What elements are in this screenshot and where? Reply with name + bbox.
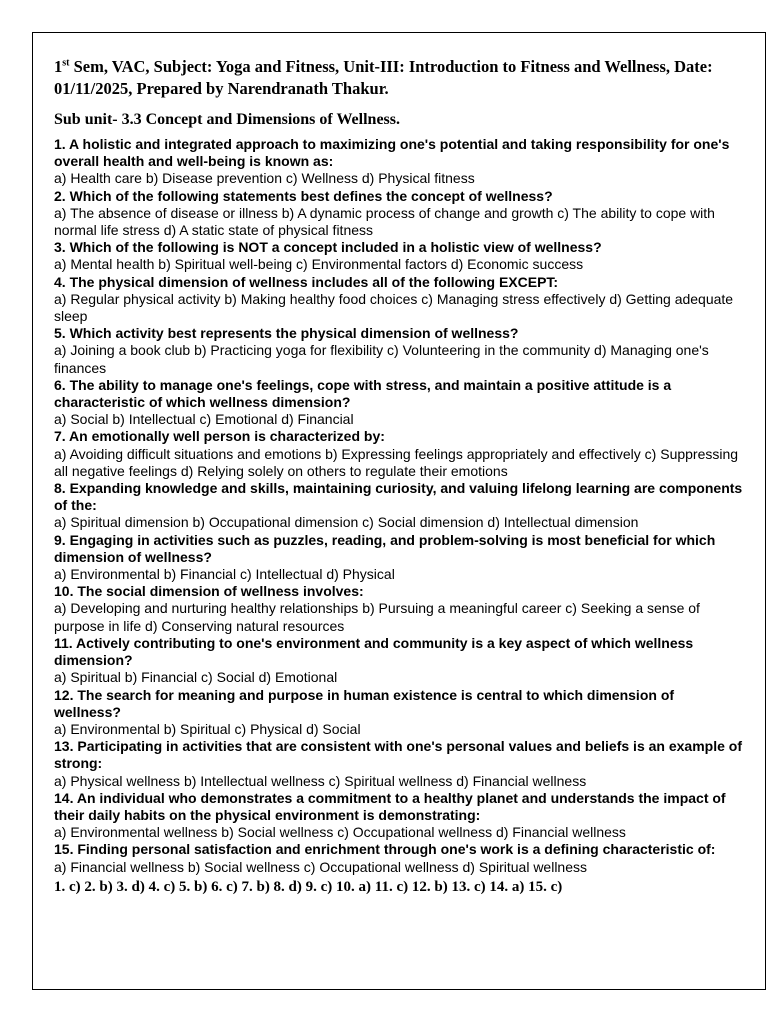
question-text: 2. Which of the following statements best defines the concept of wellness? [54, 187, 553, 204]
question-item [54, 377, 744, 429]
question-text: 10. The social dimension of wellness involves: [54, 583, 364, 600]
question-options: a) Health care b) Disease prevention c) Wellness d) Physical fitness [54, 170, 475, 187]
question-options: a) The absence of disease or illness b) A dynamic process of change and growth c) The ability to cope with normal life stress d) A static state of physical fitness [54, 204, 715, 239]
question-options: a) Regular physical activity b) Making healthy food choices c) Managing stress effectively d) Getting adequate sleep [54, 290, 734, 325]
question-options: a) Physical wellness b) Intellectual wellness c) Spiritual wellness d) Financial wellness [54, 772, 587, 789]
question-text: 4. The physical dimension of wellness includes all of the following EXCEPT: [54, 273, 559, 290]
question-item [54, 738, 744, 790]
question-item [54, 188, 744, 240]
question-text: 9. Engaging in activities such as puzzles, reading, and problem-solving is most beneficial for which dimension of wellness? [54, 531, 716, 565]
question-options: a) Developing and nurturing healthy relationships b) Pursuing a meaningful career c) Seeking a sense of purpose in life d) Conserving natural resources [54, 600, 700, 634]
question-item [54, 274, 744, 326]
question-text: 5. Which activity best represents the physical dimension of wellness? [54, 325, 519, 342]
semester-ordinal: st [62, 57, 70, 69]
question-item [54, 239, 744, 273]
question-text: 7. An emotionally well person is characterized by: [54, 428, 385, 445]
question-item [54, 583, 744, 635]
question-list [54, 136, 744, 876]
question-text: 14. An individual who demonstrates a commitment to a healthy planet and understands the impact of their daily habits on the physical environment is demonstrating: [54, 789, 726, 823]
question-options: a) Environmental b) Financial c) Intellectual d) Physical [54, 566, 395, 583]
question-item [54, 532, 744, 584]
question-options: a) Social b) Intellectual c) Emotional d) Financial [54, 411, 354, 428]
question-options: a) Environmental b) Spiritual c) Physical d) Social [54, 720, 361, 737]
question-text: 3. Which of the following is NOT a concept included in a holistic view of wellness? [54, 239, 602, 256]
question-item [54, 841, 744, 875]
question-text: 6. The ability to manage one's feelings, cope with stress, and maintain a positive attitude is a characteristic of which wellness dimension? [54, 376, 672, 411]
document-content [54, 56, 744, 897]
question-text: 12. The search for meaning and purpose in human existence is central to which dimension of wellness? [54, 686, 675, 720]
question-item [54, 687, 744, 739]
question-text: 13. Participating in activities that are consistent with one's personal values and beliefs is an example of strong: [54, 738, 742, 772]
question-item [54, 428, 744, 480]
question-item [54, 790, 744, 842]
question-options: a) Avoiding difficult situations and emotions b) Expressing feelings appropriately and effectively c) Suppressing all negative feelings d) Relying solely on others to regulate their emotions [54, 445, 739, 479]
question-item [54, 136, 744, 188]
question-item [54, 480, 744, 532]
question-options: a) Environmental wellness b) Social wellness c) Occupational wellness d) Financial wellness [54, 824, 626, 841]
question-text: 1. A holistic and integrated approach to maximizing one's potential and taking responsibility for one's overall health and well-being is known as: [54, 136, 730, 170]
question-options: a) Joining a book club b) Practicing yoga for flexibility c) Volunteering in the community d) Managing one's finances [54, 342, 709, 376]
question-options: a) Financial wellness b) Social wellness c) Occupational wellness d) Spiritual wellness [54, 858, 588, 875]
semester-number: 1 [54, 57, 63, 76]
answer-key: 1. c) 2. b) 3. d) 4. c) 5. b) 6. c) 7. b) 8. d) 9. c) 10. a) 11. c) 12. b) 13. c) 14. a) 15. c) [54, 878, 563, 895]
question-options: a) Spiritual dimension b) Occupational dimension c) Social dimension d) Intellectual dimension [54, 514, 639, 531]
question-text: 11. Actively contributing to one's environment and community is a key aspect of which wellness dimension? [54, 634, 694, 669]
question-text: 8. Expanding knowledge and skills, maintaining curiosity, and valuing lifelong learning are components of the: [54, 480, 743, 514]
question-text: 15. Finding personal satisfaction and enrichment through one's work is a defining characteristic of: [54, 841, 716, 858]
question-item [54, 635, 744, 687]
header-text: Sem, VAC, Subject: Yoga and Fitness, Unit-III: Introduction to Fitness and Wellness, Date: 01/11/2025, Prepared by Narendranath Thakur. [54, 57, 713, 98]
question-item [54, 325, 744, 377]
question-options: a) Mental health b) Spiritual well-being c) Environmental factors d) Economic success [54, 256, 584, 273]
document-header [54, 56, 744, 100]
question-options: a) Spiritual b) Financial c) Social d) Emotional [54, 669, 338, 686]
subunit-title: Sub unit- 3.3 Concept and Dimensions of Wellness. [54, 111, 400, 128]
